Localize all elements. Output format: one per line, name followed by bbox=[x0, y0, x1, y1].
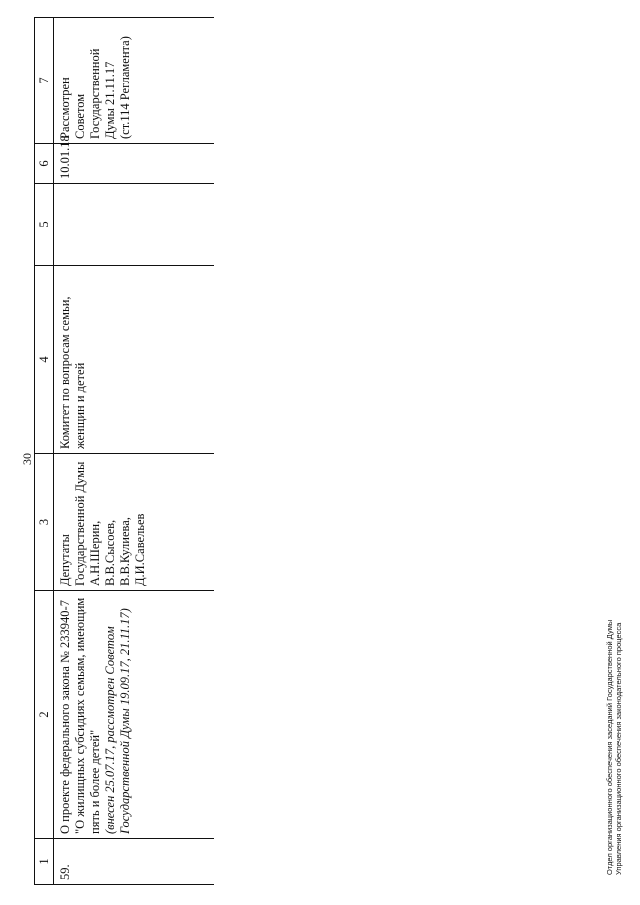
column-header-7: 7 bbox=[35, 18, 54, 144]
authors-cell bbox=[54, 454, 214, 591]
footer bbox=[605, 620, 623, 875]
column-header-3: 3 bbox=[35, 454, 54, 591]
status-line: Думы 21.11.17 bbox=[103, 61, 117, 139]
table-row bbox=[54, 18, 214, 885]
status-line: Советом bbox=[73, 93, 87, 139]
column-header-2: 2 bbox=[35, 591, 54, 839]
author: Д.И.Савельев bbox=[133, 513, 147, 586]
author: В.В.Кулиева, bbox=[118, 517, 132, 586]
committee-cell: Комитет по вопросам семьи, женщин и детей bbox=[54, 266, 214, 454]
page-number: 30 bbox=[20, 453, 34, 465]
column-header-4: 4 bbox=[35, 266, 54, 454]
bill-name: "О жилищных субсидиях семьям, имеющим пять и более детей" bbox=[73, 597, 102, 834]
author: А.Н.Шерин, bbox=[88, 520, 102, 586]
footer-line: Отдел организационного обеспечения заседаний Государственной Думы bbox=[605, 619, 614, 875]
footer-line: Управления организационного обеспечения законодательного процесса bbox=[614, 622, 623, 875]
author: В.В.Сысоев, bbox=[103, 519, 117, 586]
column-header-1: 1 bbox=[35, 839, 54, 885]
column-5-cell bbox=[54, 184, 214, 266]
bill-title-cell bbox=[54, 591, 214, 839]
status-cell bbox=[54, 18, 214, 144]
authors-group: Депутаты Государственной Думы bbox=[58, 461, 87, 586]
status-line: Государственной bbox=[88, 48, 102, 139]
status-line: Рассмотрен bbox=[58, 77, 72, 139]
bill-note: (внесен 25.07.17, рассмотрен Советом Государственной Думы 19.09.17, 21.11.17) bbox=[103, 608, 132, 834]
status-line: (ст.114 Регламента) bbox=[118, 36, 132, 139]
bills-table bbox=[34, 17, 214, 885]
row-number: 59. bbox=[54, 839, 214, 885]
column-number-row bbox=[35, 18, 54, 885]
column-header-6: 6 bbox=[35, 144, 54, 184]
bill-title: О проекте федерального закона № 233940-7 bbox=[58, 600, 72, 834]
date-cell: 10.01.18 bbox=[54, 144, 214, 184]
column-header-5: 5 bbox=[35, 184, 54, 266]
